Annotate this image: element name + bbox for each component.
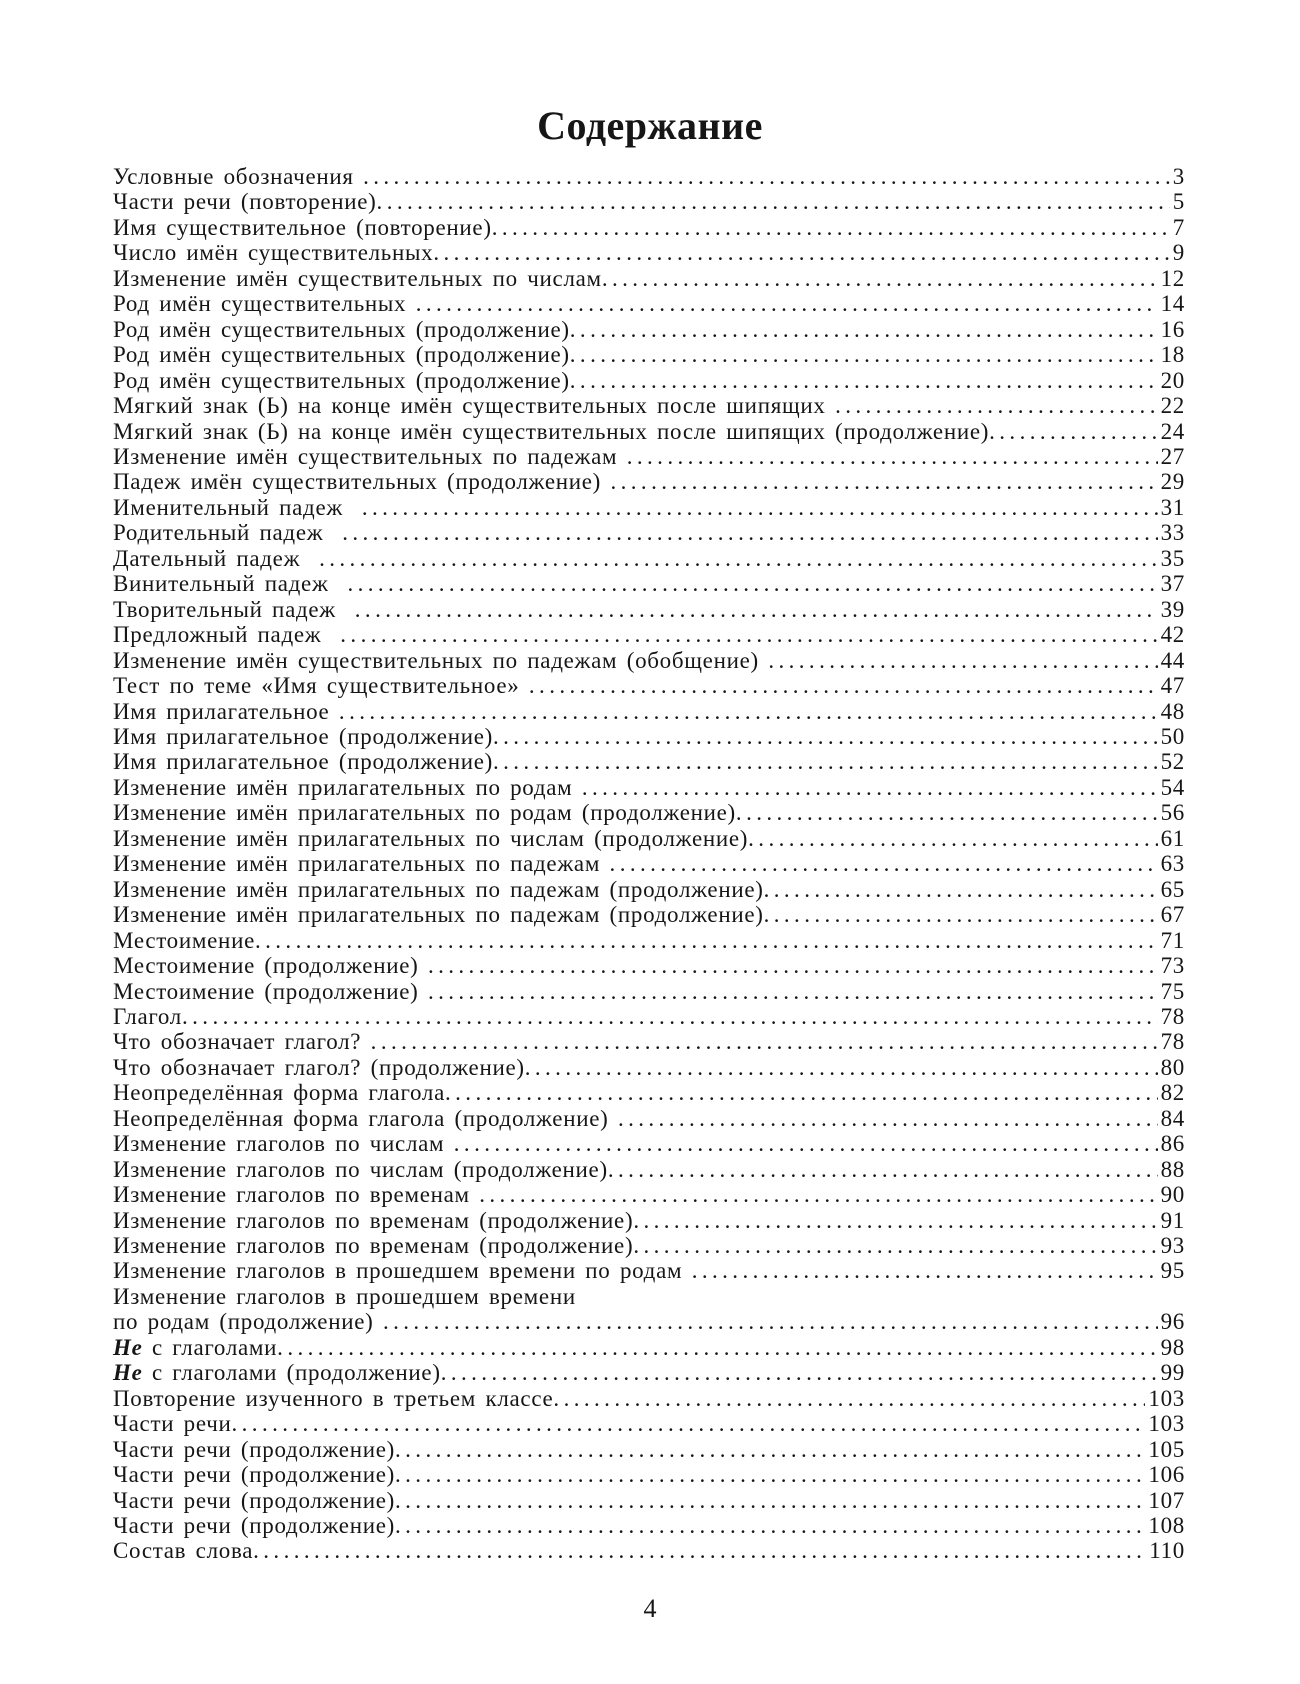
toc-leader-dots [232,1411,1146,1436]
toc-entry-text: Состав слова [113,1538,254,1564]
toc-entry-label [113,266,602,291]
toc-page-number: 52 [1160,749,1185,775]
toc-entry-label [113,826,748,851]
toc-entry-text: Неопределённая форма глагола (продолжение) [113,1105,618,1131]
toc-entry-label [113,597,355,622]
toc-leader-dots [428,979,1158,1004]
toc-leader-dots [395,1462,1145,1487]
toc-entry [113,724,1185,749]
toc-leader-dots [377,189,1170,214]
toc-entry-text: Имя прилагательное (продолжение) [113,749,493,775]
toc-page-number: 88 [1160,1156,1185,1182]
toc-leader-dots [570,317,1158,342]
toc-entry-label [113,1360,441,1385]
toc-entry [113,597,1185,622]
toc-page-number: 67 [1160,902,1185,928]
toc-entry [113,240,1185,265]
toc-entry-text: Изменение имён существительных по падежам [113,443,627,469]
toc-page-number: 31 [1160,494,1185,520]
toc-entry [113,1437,1185,1462]
toc-entry [113,1360,1185,1385]
toc-leader-dots [525,1055,1158,1080]
toc-entry-label [113,1055,525,1080]
toc-entry-text: Повторение изученного в третьем классе [113,1385,554,1411]
toc-leader-dots [748,826,1157,851]
toc-entry [113,622,1185,647]
toc-page-number: 35 [1160,545,1185,571]
toc-entry [113,800,1185,825]
toc-entry-text: Тест по теме «Имя существительное» [113,673,529,699]
toc-entry-label [113,1386,553,1411]
toc-leader-dots [347,571,1157,596]
toc-entry-label [113,851,610,876]
toc-entry [113,189,1185,214]
toc-leader-dots [255,928,1158,953]
toc-entry-text: Изменение имён прилагательных по родам [113,774,582,800]
toc-entry [113,775,1185,800]
toc-page-number: 37 [1160,571,1185,597]
toc-entry-label [113,699,339,724]
toc-entry-label [113,520,342,545]
toc-page-number: 47 [1160,673,1185,699]
toc-entry [113,419,1185,444]
toc-page-number: 20 [1160,367,1185,393]
toc-page-number: 12 [1160,265,1185,291]
toc-leader-dots [340,622,1157,647]
toc-entry [113,979,1185,1004]
toc-entry-label [113,571,347,596]
toc-entry-text: Что обозначает глагол? (продолжение) [113,1054,525,1080]
toc-entry [113,1386,1185,1411]
toc-leader-dots [493,749,1158,774]
toc-entry-text: с глаголами [142,1334,278,1360]
toc-entry [113,1513,1185,1538]
toc-entry [113,1233,1185,1258]
toc-entry-label [113,1182,479,1207]
toc-page-number: 86 [1160,1131,1185,1157]
toc-entry [113,1335,1185,1360]
toc-entry [113,1258,1185,1283]
toc-entry-label [113,1208,633,1233]
toc-entry [113,1131,1185,1156]
toc-page-number: 105 [1148,1436,1185,1462]
toc-page-number: 61 [1160,825,1185,851]
toc-entry-label [113,342,570,367]
toc-entry-text: Род имён существительных (продолжение) [113,342,570,368]
toc-entry-text: Части речи (продолжение) [113,1436,395,1462]
toc-leader-dots [362,495,1158,520]
toc-entry-label [113,240,433,265]
toc-leader-dots [618,1106,1158,1131]
toc-entry [113,699,1185,724]
toc-entry-text: Изменение имён существительных по числам [113,265,602,291]
toc-list [113,164,1185,1564]
toc-entry [113,1182,1185,1207]
page-number: 4 [643,1593,657,1623]
toc-entry-text: Имя прилагательное (продолжение) [113,723,493,749]
toc-page-number: 95 [1160,1258,1185,1284]
toc-entry-label [113,1233,633,1258]
toc-entry-text: Глагол [113,1003,182,1029]
toc-entry [113,1462,1185,1487]
toc-entry-text: Изменение глаголов по временам (продолжение) [113,1233,634,1259]
toc-page-number: 99 [1160,1360,1185,1386]
toc-entry-text: Части речи (продолжение) [113,1462,395,1488]
toc-leader-dots [416,291,1158,316]
toc-page-number: 39 [1160,596,1185,622]
toc-entry-text: Винительный падеж [113,571,348,597]
toc-page-number: 108 [1148,1513,1185,1539]
toc-entry [113,953,1185,978]
toc-entry-label [113,1309,383,1334]
toc-entry-text: Предложный падеж [113,622,341,648]
toc-entry [113,342,1185,367]
toc-entry [113,1309,1185,1334]
toc-entry [113,749,1185,774]
toc-entry-text: Изменение глаголов по числам (продолжение) [113,1156,608,1182]
toc-leader-dots [319,546,1158,571]
toc-entry-text: Мягкий знак (Ь) на конце имён существительных после шипящих (продолжение) [113,418,990,444]
toc-entry-label [113,1335,277,1360]
toc-entry-text: Изменение глаголов в прошедшем времени [113,1283,576,1309]
toc-entry-label [113,1131,454,1156]
toc-entry-label [113,1004,182,1029]
toc-entry-label [113,317,570,342]
toc-entry [113,648,1185,673]
toc-entry-text: Части речи (повторение) [113,189,377,215]
toc-entry-text: по родам (продолжение) [113,1309,383,1335]
toc-entry [113,1055,1185,1080]
toc-entry-label [113,1437,395,1462]
toc-entry [113,826,1185,851]
toc-leader-dots [339,699,1158,724]
toc-entry-label [113,393,835,418]
toc-page-number: 75 [1160,978,1185,1004]
toc-entry-label [113,953,428,978]
toc-entry-label [113,648,768,673]
toc-entry-label [113,1488,395,1513]
toc-page-number: 50 [1160,723,1185,749]
toc-page-number: 44 [1160,647,1185,673]
toc-entry-text: Части речи (продолжение) [113,1513,395,1539]
toc-entry [113,1538,1185,1563]
toc-entry-label [113,1080,445,1105]
toc-leader-dots [182,1004,1158,1029]
toc-leader-dots [428,953,1158,978]
toc-leader-dots [253,1538,1146,1563]
toc-entry [113,877,1185,902]
toc-leader-dots [764,902,1158,927]
toc-entry-text: Неопределённая форма глагола [113,1080,445,1106]
toc-entry-text: Местоимение (продолжение) [113,953,428,979]
toc-leader-dots [529,673,1158,698]
toc-entry [113,317,1185,342]
toc-page-number: 18 [1160,342,1185,368]
toc-entry [113,546,1185,571]
toc-leader-dots [492,215,1170,240]
toc-entry-text: Дательный падеж [113,545,320,571]
toc-entry-label [113,1538,253,1563]
toc-entry-label [113,673,529,698]
toc-entry-label [113,724,493,749]
toc-entry-label [113,902,764,927]
toc-leader-dots [989,419,1157,444]
toc-page-number: 29 [1160,469,1185,495]
toc-leader-dots [736,800,1158,825]
toc-entry-text: Имя прилагательное [113,698,339,724]
toc-page-number: 14 [1160,291,1185,317]
toc-entry-text: Имя существительное (повторение) [113,214,492,240]
toc-entry [113,673,1185,698]
toc-entry-label [113,164,363,189]
toc-entry-text: Изменение глаголов по числам [113,1131,454,1157]
toc-entry [113,1080,1185,1105]
toc-entry-label [113,291,416,316]
toc-entry [113,1106,1185,1131]
toc-entry [113,368,1185,393]
toc-page-number: 7 [1172,214,1185,240]
toc-page-number: 48 [1160,698,1185,724]
toc-entry-text: Падеж имён существительных (продолжение) [113,469,611,495]
toc-entry-label [113,800,736,825]
toc-entry-label [113,495,362,520]
toc-leader-dots [363,164,1170,189]
toc-page-number: 3 [1172,164,1185,189]
toc-entry-label [113,1284,576,1309]
toc-entry-text: Изменение имён существительных по падежам (обобщение) [113,647,769,673]
toc-leader-dots [764,877,1158,902]
toc-leader-dots [445,1080,1158,1105]
toc-leader-dots [570,368,1158,393]
toc-page-number: 91 [1160,1207,1185,1233]
toc-leader-dots [602,266,1158,291]
toc-entry-label [113,546,319,571]
toc-leader-dots [692,1258,1158,1283]
toc-page-number: 78 [1160,1003,1185,1029]
toc-page-number: 82 [1160,1080,1185,1106]
toc-entry [113,851,1185,876]
toc-entry-label [113,444,627,469]
toc-entry [113,1488,1185,1513]
toc-leader-dots [454,1131,1158,1156]
toc-entry-label [113,419,989,444]
toc-entry-text: Число имён существительных [113,240,434,266]
toc-entry [113,1411,1185,1436]
toc-leader-dots [570,342,1158,367]
toc-entry [113,444,1185,469]
toc-entry-text: Местоимение (продолжение) [113,978,428,1004]
toc-entry-text: Местоимение [113,927,255,953]
toc-entry [113,1004,1185,1029]
toc-entry-text: Изменение глаголов в прошедшем времени по родам [113,1258,692,1284]
toc-entry-text: Мягкий знак (Ь) на конце имён существительных после шипящих [113,393,836,419]
toc-leader-dots [479,1182,1157,1207]
toc-entry-label [113,1157,608,1182]
toc-entry-label [113,1462,395,1487]
toc-entry-text: Род имён существительных (продолжение) [113,367,570,393]
toc-entry-label [113,469,610,494]
toc-entry-label [113,1106,618,1131]
toc-page-number: 16 [1160,316,1185,342]
toc-page-number: 65 [1160,876,1185,902]
toc-leader-dots [342,520,1157,545]
toc-entry-text: Условные обозначения [113,164,364,189]
toc-leader-dots [610,851,1158,876]
toc-leader-dots [608,1157,1158,1182]
toc-page-number: 84 [1160,1105,1185,1131]
toc-leader-dots [835,393,1158,418]
toc-leader-dots [355,597,1158,622]
toc-entry [113,1208,1185,1233]
toc-entry-text: Творительный падеж [113,596,355,622]
toc-page-number: 9 [1172,240,1185,266]
toc-entry-label [113,775,582,800]
toc-entry [113,215,1185,240]
toc-entry-label [113,1411,232,1436]
toc-page-number: 42 [1160,622,1185,648]
toc-entry [113,928,1185,953]
toc-entry-text: Части речи [113,1411,232,1437]
toc-entry-text: Изменение имён прилагательных по падежам (продолжение) [113,876,764,902]
toc-entry-label [113,749,493,774]
toc-entry-label [113,1029,371,1054]
toc-leader-dots [493,724,1158,749]
toc-entry [113,393,1185,418]
toc-page-number: 98 [1160,1334,1185,1360]
toc-entry-text: Части речи (продолжение) [113,1487,395,1513]
toc-entry-text: Родительный падеж [113,520,343,546]
toc-leader-dots [633,1208,1157,1233]
toc-entry-label [113,877,764,902]
toc-leader-dots [433,240,1169,265]
toc-page-number: 93 [1160,1233,1185,1259]
toc-leader-dots [633,1233,1157,1258]
toc-entry-emphasis: Не [113,1334,143,1360]
toc-page-number: 80 [1160,1054,1185,1080]
toc-entry-text: Род имён существительных [113,291,416,317]
toc-page-number: 27 [1160,443,1185,469]
toc-leader-dots [582,775,1158,800]
toc-entry-label [113,215,492,240]
toc-page-number: 107 [1148,1487,1185,1513]
toc-entry [113,571,1185,596]
toc-page-number: 78 [1160,1029,1185,1055]
toc-leader-dots [395,1437,1145,1462]
toc-page-number: 54 [1160,774,1185,800]
toc-leader-dots [441,1360,1158,1385]
toc-entry-text: Род имён существительных (продолжение) [113,316,570,342]
toc-entry-label [113,1513,395,1538]
toc-entry-text: Изменение имён прилагательных по числам (продолжение) [113,825,749,851]
toc-entry-text: Изменение имён прилагательных по родам (продолжение) [113,800,736,826]
toc-page-number: 24 [1160,418,1185,444]
page-footer [0,1594,1300,1624]
toc-page-number: 110 [1149,1538,1185,1564]
toc-entry-text: с глаголами (продолжение) [142,1360,441,1386]
toc-entry [113,164,1185,189]
page-title: Содержание [537,103,763,148]
toc-entry [113,291,1185,316]
toc-entry [113,520,1185,545]
toc-page-number: 106 [1148,1462,1185,1488]
toc-leader-dots [395,1488,1145,1513]
toc-page-number: 63 [1160,851,1185,877]
toc-entry-label [113,979,428,1004]
toc-entry-text: Изменение имён прилагательных по падежам [113,851,610,877]
toc-page-number: 96 [1160,1309,1185,1335]
toc-entry-label [113,189,377,214]
toc-page-number: 90 [1160,1182,1185,1208]
toc-entry [113,1284,1185,1309]
toc-entry-label [113,928,255,953]
toc-entry [113,266,1185,291]
toc-page-number: 71 [1160,927,1185,953]
toc-leader-dots [395,1513,1145,1538]
toc-entry [113,902,1185,927]
toc-entry [113,1029,1185,1054]
toc-entry-text: Изменение глаголов по временам (продолжение) [113,1207,634,1233]
toc-entry [113,469,1185,494]
toc-page-number: 33 [1160,520,1185,546]
toc-entry [113,495,1185,520]
toc-page-number: 73 [1160,953,1185,979]
toc-leader-dots [610,469,1157,494]
toc-page-number: 22 [1160,393,1185,419]
toc-entry-label [113,368,570,393]
toc-entry-label [113,1258,692,1283]
toc-leader-dots [383,1309,1158,1334]
toc-page-number: 103 [1148,1385,1185,1411]
toc-page-number: 103 [1148,1411,1185,1437]
toc-leader-dots [553,1386,1145,1411]
toc-leader-dots [768,648,1157,673]
toc-entry-text: Именительный падеж [113,494,362,520]
toc-leader-dots [277,1335,1157,1360]
toc-leader-dots [627,444,1158,469]
toc-entry-text: Изменение глаголов по временам [113,1182,480,1208]
toc-page-number: 5 [1172,189,1185,215]
toc-entry-emphasis: Не [113,1360,143,1386]
toc-leader-dots [371,1029,1158,1054]
toc-entry-label [113,622,340,647]
toc-entry-text: Что обозначает глагол? [113,1029,371,1055]
toc-page-number: 56 [1160,800,1185,826]
toc-entry [113,1157,1185,1182]
toc-entry-text: Изменение имён прилагательных по падежам (продолжение) [113,902,764,928]
